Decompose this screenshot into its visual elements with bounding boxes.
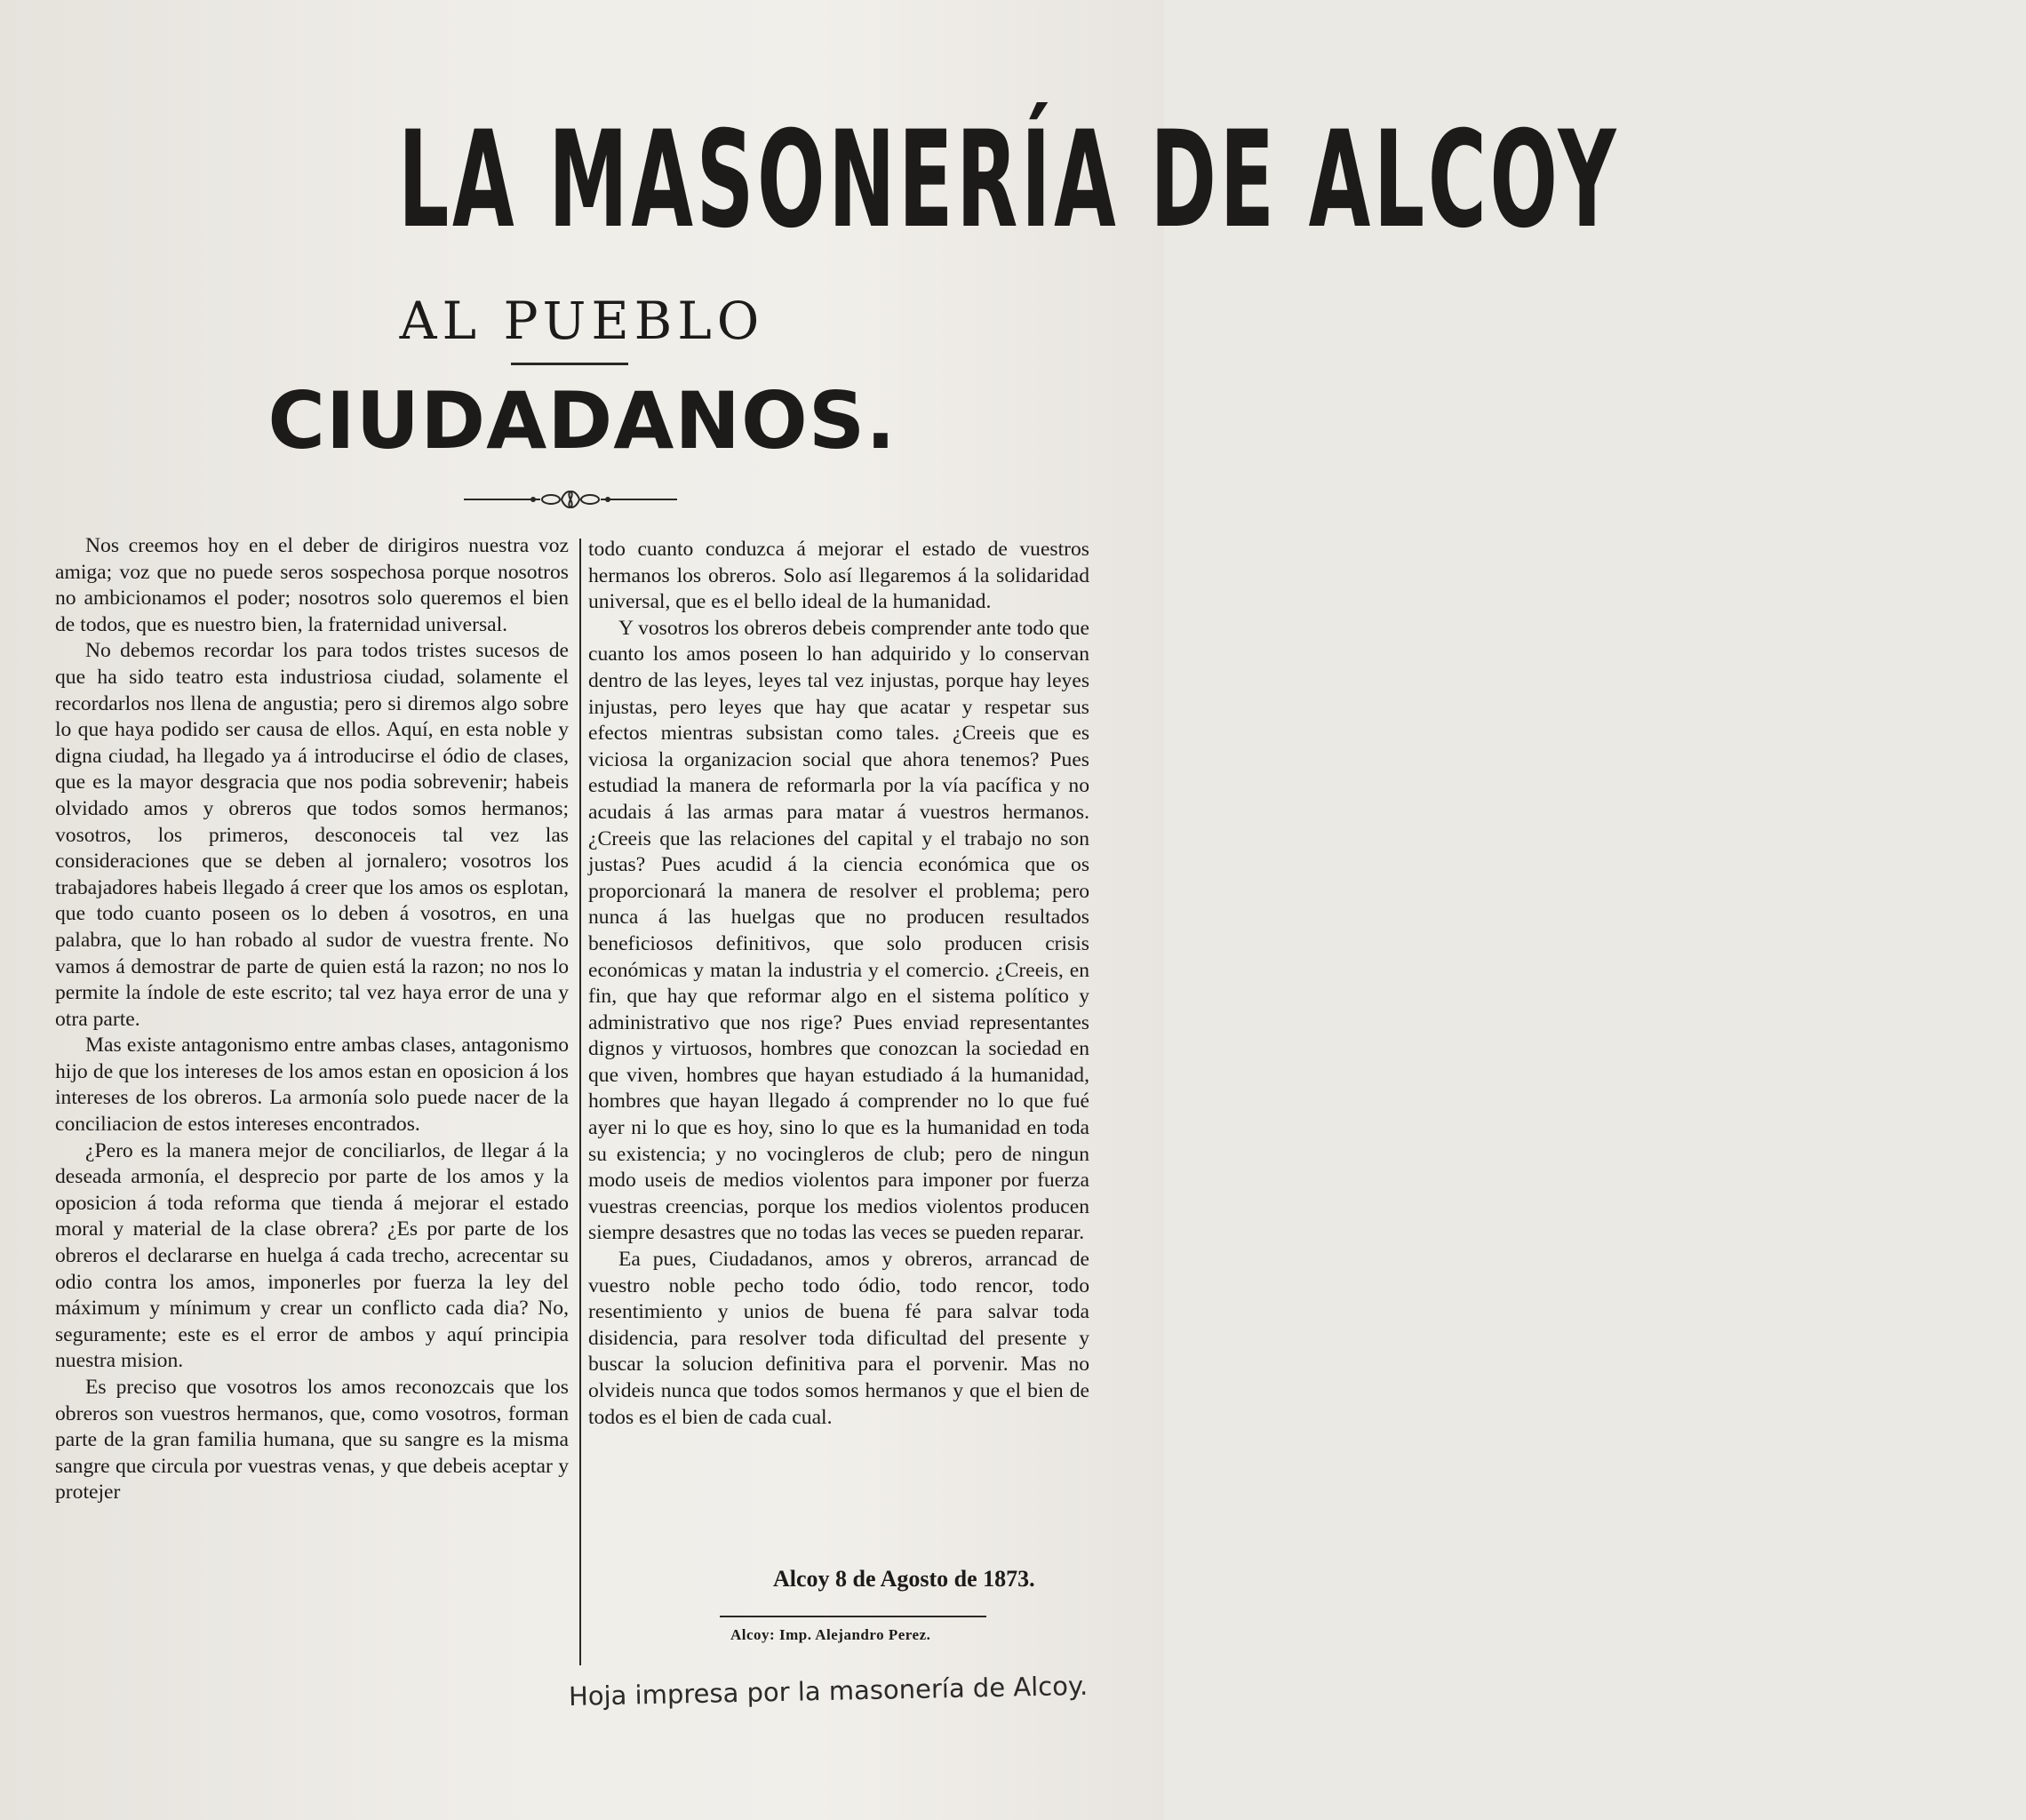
document-heading: CIUDADANOS.: [267, 375, 897, 467]
paragraph: Ea pues, Ciudadanos, amos y obreros, arrancad de vuestro noble pecho todo ódio, todo rencor, todo resentimiento y unios de buena fé para salvar toda disidencia, para resolver toda dificultad del presente y buscar la solucion definitiva para el porvenir. Mas no olvideis nunca que todos somos hermanos y que el bien de todos es el bien de cada cual.: [588, 1248, 1089, 1429]
paragraph: ¿Pero es la manera mejor de conciliarlos, de llegar á la deseada armonía, el desprecio por parte de los amos y la oposicion á toda reforma que tienda á mejorar el estado moral y material de la clase obrera? ¿Es por parte de los obreros el declararse en huelga á cada trecho, acrecentar su odio contra los amos, imponerles por fuerza la ley del máximum y mínimum y crear un conflicto cada dia? No, seguramente; este es el error de ambos y aquí principia nuestra mision.: [55, 1138, 569, 1373]
paragraph: No debemos recordar los para todos tristes sucesos de que ha sido teatro esta industriosa ciudad, solamente el recordarlos nos llena de angustia; pero si diremos algo sobre lo que haya podido ser causa de ellos. Aquí, en esta noble y digna ciudad, ha llegado ya á introducirse el ódio de clases, que es la mayor desgracia que nos podia sobrevenir; habeis olvidado amos y obreros que todos somos hermanos; vosotros, los primeros, desconoceis tal vez las consideraciones que se deben al jornalero; vosotros los trabajadores habeis llegado á creer que los amos os esplotan, que todo cuanto poseen os lo deben á vosotros, en una palabra, que lo han robado al sudor de vuestra frente. No vamos á demostrar de parte de quien está la razon; no nos lo permite la índole de este escrito; tal vez haya error de una y otra parte.: [55, 639, 569, 1031]
paragraph: Mas existe antagonismo entre ambas clases, antagonismo hijo de que los intereses de los amos estan en oposicion á los intereses de los obreros. La armonía solo puede nacer de la conciliacion de estos intereses encontrados.: [55, 1034, 569, 1137]
paragraph: Y vosotros los obreros debeis comprender ante todo que cuanto los amos poseen lo han adquirido y lo conservan dentro de las leyes, leyes tal vez injustas, porque hay leyes injustas, pero leyes que hay que acatar y respetar sus efectos mientras subsistan como tales. ¿Creeis que es viciosa la organizacion social que ahora tenemos? Pues estudiad la manera de reformarla por la vía pacífica y no acudais á las armas para matar á vuestros hermanos. ¿Creeis que las relaciones del capital y el trabajo no son justas? Pues acudid á la ciencia económica que os proporcionará la manera de resolver el problema; pero nunca á las huelgas que no producen resultados beneficiosos definitivos, que solo producen crisis económicas y matan la industria y el comercio. ¿Creeis, en fin, que hay que reformar algo en el sistema político y administrativo que nos rige? Pues enviad representantes dignos y virtuosos, hombres que conozcan la sociedad en que viven, hombres que hayan estudiado á la humanidad, hombres que hayan llegado á comprender no lo que fué ayer ni lo que es hoy, sino lo que es la humanidad en toda su existencia; y no vocingleros de club; pero de ningun modo useis de medios violentos para imponer por fuerza vuestras creencias, porque los medios violentos producen siempre desastres que no todas las veces se pueden reparar.: [588, 616, 1089, 1245]
paragraph: Es preciso que vosotros los amos reconozcais que los obreros son vuestros hermanos, que, como vosotros, forman parte de la gran familia humana, que su sangre es la misma sangre que circula por vuestras venas, y que debeis aceptar y protejer: [55, 1376, 569, 1505]
right-column: [588, 537, 1089, 1431]
photo-caption: Hoja impresa por la masonería de Alcoy.: [568, 1670, 1089, 1712]
imprint-rule: [720, 1616, 986, 1617]
dateline: Alcoy 8 de Agosto de 1873.: [773, 1566, 1035, 1592]
left-column: [55, 533, 569, 1506]
document-title: LA MASONERÍA DE ALCOY: [398, 103, 1620, 258]
document-subtitle: AL PUEBLO: [399, 291, 765, 351]
title-rule: [511, 363, 628, 365]
ornament-flourish-icon: [462, 487, 679, 512]
masthead: [0, 103, 1620, 258]
printer-imprint: Alcoy: Imp. Alejandro Perez.: [730, 1626, 931, 1643]
paragraph: Nos creemos hoy en el deber de dirigiros nuestra voz amiga; voz que no puede seros sospechosa porque nosotros no ambicionamos el poder; nosotros solo queremos el bien de todos, que es nuestro bien, la fraternidad universal.: [55, 534, 569, 636]
column-divider: [579, 539, 581, 1665]
paragraph: todo cuanto conduzca á mejorar el estado de vuestros hermanos los obreros. Solo así llegaremos á la solidaridad universal, que es el bello ideal de la humanidad.: [588, 538, 1089, 614]
